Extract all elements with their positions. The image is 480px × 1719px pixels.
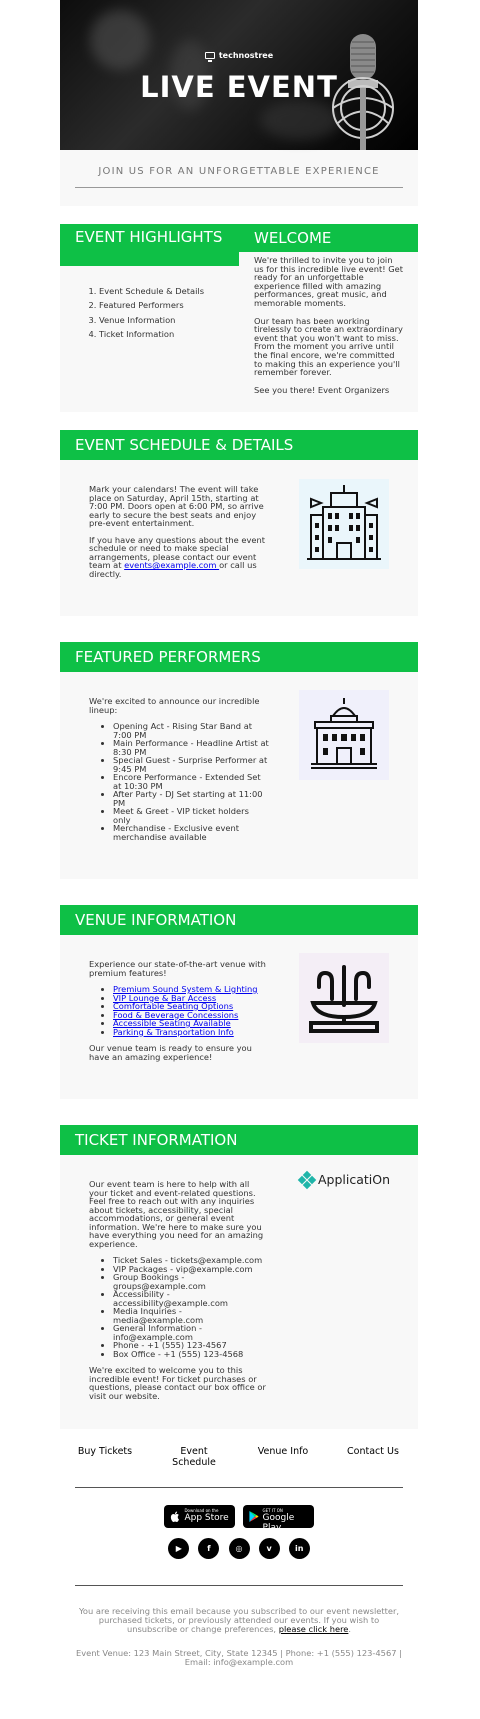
tickets-text [89,1180,269,1408]
footer [60,1429,418,1719]
tagline-area [60,150,418,206]
tickets-contact-list [89,1256,269,1358]
schedule-text [89,485,269,586]
tickets-outro: We're excited to welcome you to this incredible event! For ticket purchases or questions, please contact our box office or visit our website. [89,1365,266,1401]
list-item: • Phone - +1 (555) 123-4567 [113,1341,269,1350]
brand-name: technostree [218,51,274,60]
email-container [60,0,418,1719]
list-item: • Accessibility - accessibility@example.com [113,1290,269,1307]
venue-text [89,960,269,1069]
venue-link[interactable]: VIP Lounge & Bar Access [113,992,217,1003]
linkedin-icon[interactable]: in [289,1538,310,1559]
venue-links [89,985,269,1036]
welcome-text [254,256,404,403]
list-item: 1. Event Schedule & Details [99,284,204,298]
performers-intro: We're excited to announce our incredible lineup: [89,696,260,715]
facebook-icon[interactable]: f [198,1538,219,1559]
venue-outro: Our venue team is ready to ensure you have an amazing experience! [89,1043,252,1062]
nav-venue-info[interactable]: Venue Info [257,1446,309,1457]
nav-buy-tickets[interactable]: Buy Tickets [77,1446,133,1457]
nav-contact-us[interactable]: Contact Us [347,1446,399,1457]
list-item: • Opening Act - Rising Star Band at 7:00 PM [113,722,269,739]
divider [75,1487,403,1488]
list-item: • Encore Performance - Extended Set at 10:30 PM [113,773,269,790]
performers-list [89,722,269,841]
welcome-heading: WELCOME [239,224,418,252]
youtube-icon[interactable]: ▶ [168,1538,189,1559]
hero-title: LIVE EVENT [140,70,338,104]
welcome-paragraph: We're thrilled to invite you to join us for this incredible live event! Get ready for an unforgettable experience filled with amazing performances, great music, and memorable moments. [254,255,404,308]
brand-logo [60,51,418,60]
performers-heading: FEATURED PERFORMERS [60,642,418,672]
fountain-icon [299,953,389,1043]
tickets-section [60,1155,418,1429]
spacer [60,412,418,430]
hero-banner [60,0,418,150]
list-item: • Merchandise - Exclusive event merchandise available [113,824,269,841]
venue-link[interactable]: Parking & Transportation Info [113,1026,234,1037]
spacer [60,616,418,642]
divider [75,1585,403,1586]
email-link[interactable]: events@example.com [124,560,220,570]
venue-section [60,935,418,1099]
legal-text: You are receiving this email because you subscribed to our event newsletter, purchased tickets, or previously attended our events. If you wish to unsubscribe or change preferences, please click here. [78,1606,400,1634]
spacer [60,1099,418,1125]
highlights-welcome-section [60,224,418,412]
building-icon [299,479,389,569]
vimeo-icon[interactable]: v [259,1538,280,1559]
list-item: • VIP Packages - vip@example.com [113,1265,269,1274]
divider [75,187,403,188]
footer-nav [60,1446,418,1476]
schedule-contact: If you have any questions about the event schedule or need to make special arrangements, please contact our event team at events@example.com or call us directly. [89,534,266,579]
list-item: 2. Featured Performers [99,298,204,312]
spacer [60,206,418,224]
list-item: 4. Ticket Information [99,327,204,341]
venue-link[interactable]: Accessible Seating Available [113,1018,231,1028]
instagram-icon[interactable]: ◎ [229,1538,250,1559]
list-item [113,1028,269,1037]
apple-icon [170,1511,180,1522]
list-item: • Ticket Sales - tickets@example.com [113,1256,269,1265]
list-item: • Box Office - +1 (555) 123-4568 [113,1350,269,1359]
list-item: • Main Performance - Headline Artist at 8:30 PM [113,739,269,756]
google-play-button[interactable]: GET IT ON Google Play [243,1505,314,1528]
diamond-logo-icon [299,1172,315,1188]
app-store-badges [60,1505,418,1533]
spacer [60,879,418,905]
logo-text: ApplicatiOn [318,1172,391,1187]
performers-text [89,697,269,849]
google-play-icon [249,1511,259,1522]
performers-section [60,672,418,879]
footer-address: Event Venue: 123 Main Street, City, State 12345 | Phone: +1 (555) 123-4567 | Email: info@example.com [76,1648,402,1667]
capitol-building-icon [299,690,389,780]
list-item: • Meet & Greet - VIP ticket holders only [113,807,269,824]
welcome-signoff: See you there! Event Organizers [254,384,390,395]
tickets-intro: Our event team is here to help with all your ticket and event-related questions. Feel free to reach out with any inquiries about tickets, accessibility, special accommodations, or general event information. We're here to make sure you have everything you need for an amazing experience. [89,1179,264,1249]
highlights-list [88,284,204,341]
list-item: • General Information - info@example.com [113,1324,269,1341]
unsubscribe-link[interactable]: please click here [278,1624,349,1634]
list-item: • Media Inquiries - media@example.com [113,1307,269,1324]
schedule-paragraph: Mark your calendars! The event will take place on Saturday, April 15th, starting at 7:00 PM. Doors open at 6:00 PM, so arrive early to secure the best seats and enjoy pre-event entertainment. [89,484,264,528]
tickets-heading: TICKET INFORMATION [60,1125,418,1155]
venue-intro: Experience our state-of-the-art venue with premium features! [89,959,266,978]
list-item: • Special Guest - Surprise Performer at 9:45 PM [113,756,269,773]
social-links [60,1536,418,1559]
application-logo [299,1169,399,1191]
list-item: • After Party - DJ Set starting at 11:00 PM [113,790,269,807]
schedule-section [60,460,418,616]
highlights-heading: EVENT HIGHLIGHTS [60,224,239,266]
monitor-icon [205,52,215,59]
venue-link[interactable]: Food & Beverage Concessions [113,1009,239,1020]
app-store-button[interactable]: Download on the App Store [164,1505,235,1528]
list-item: 3. Venue Information [99,313,204,327]
venue-heading: VENUE INFORMATION [60,905,418,935]
venue-link[interactable]: Premium Sound System & Lighting [113,984,258,994]
welcome-paragraph: Our team has been working tirelessly to create an extraordinary event that you won't want to miss. From the moment you arrive until the final encore, we're committed to making this an experience you'll remember forever. [254,315,403,378]
venue-link[interactable]: Comfortable Seating Options [113,1001,234,1011]
list-item: • Group Bookings - groups@example.com [113,1273,269,1290]
tagline: JOIN US FOR AN UNFORGETTABLE EXPERIENCE [98,166,380,177]
schedule-heading: EVENT SCHEDULE & DETAILS [60,430,418,460]
nav-event-schedule[interactable]: Event Schedule [172,1446,216,1468]
